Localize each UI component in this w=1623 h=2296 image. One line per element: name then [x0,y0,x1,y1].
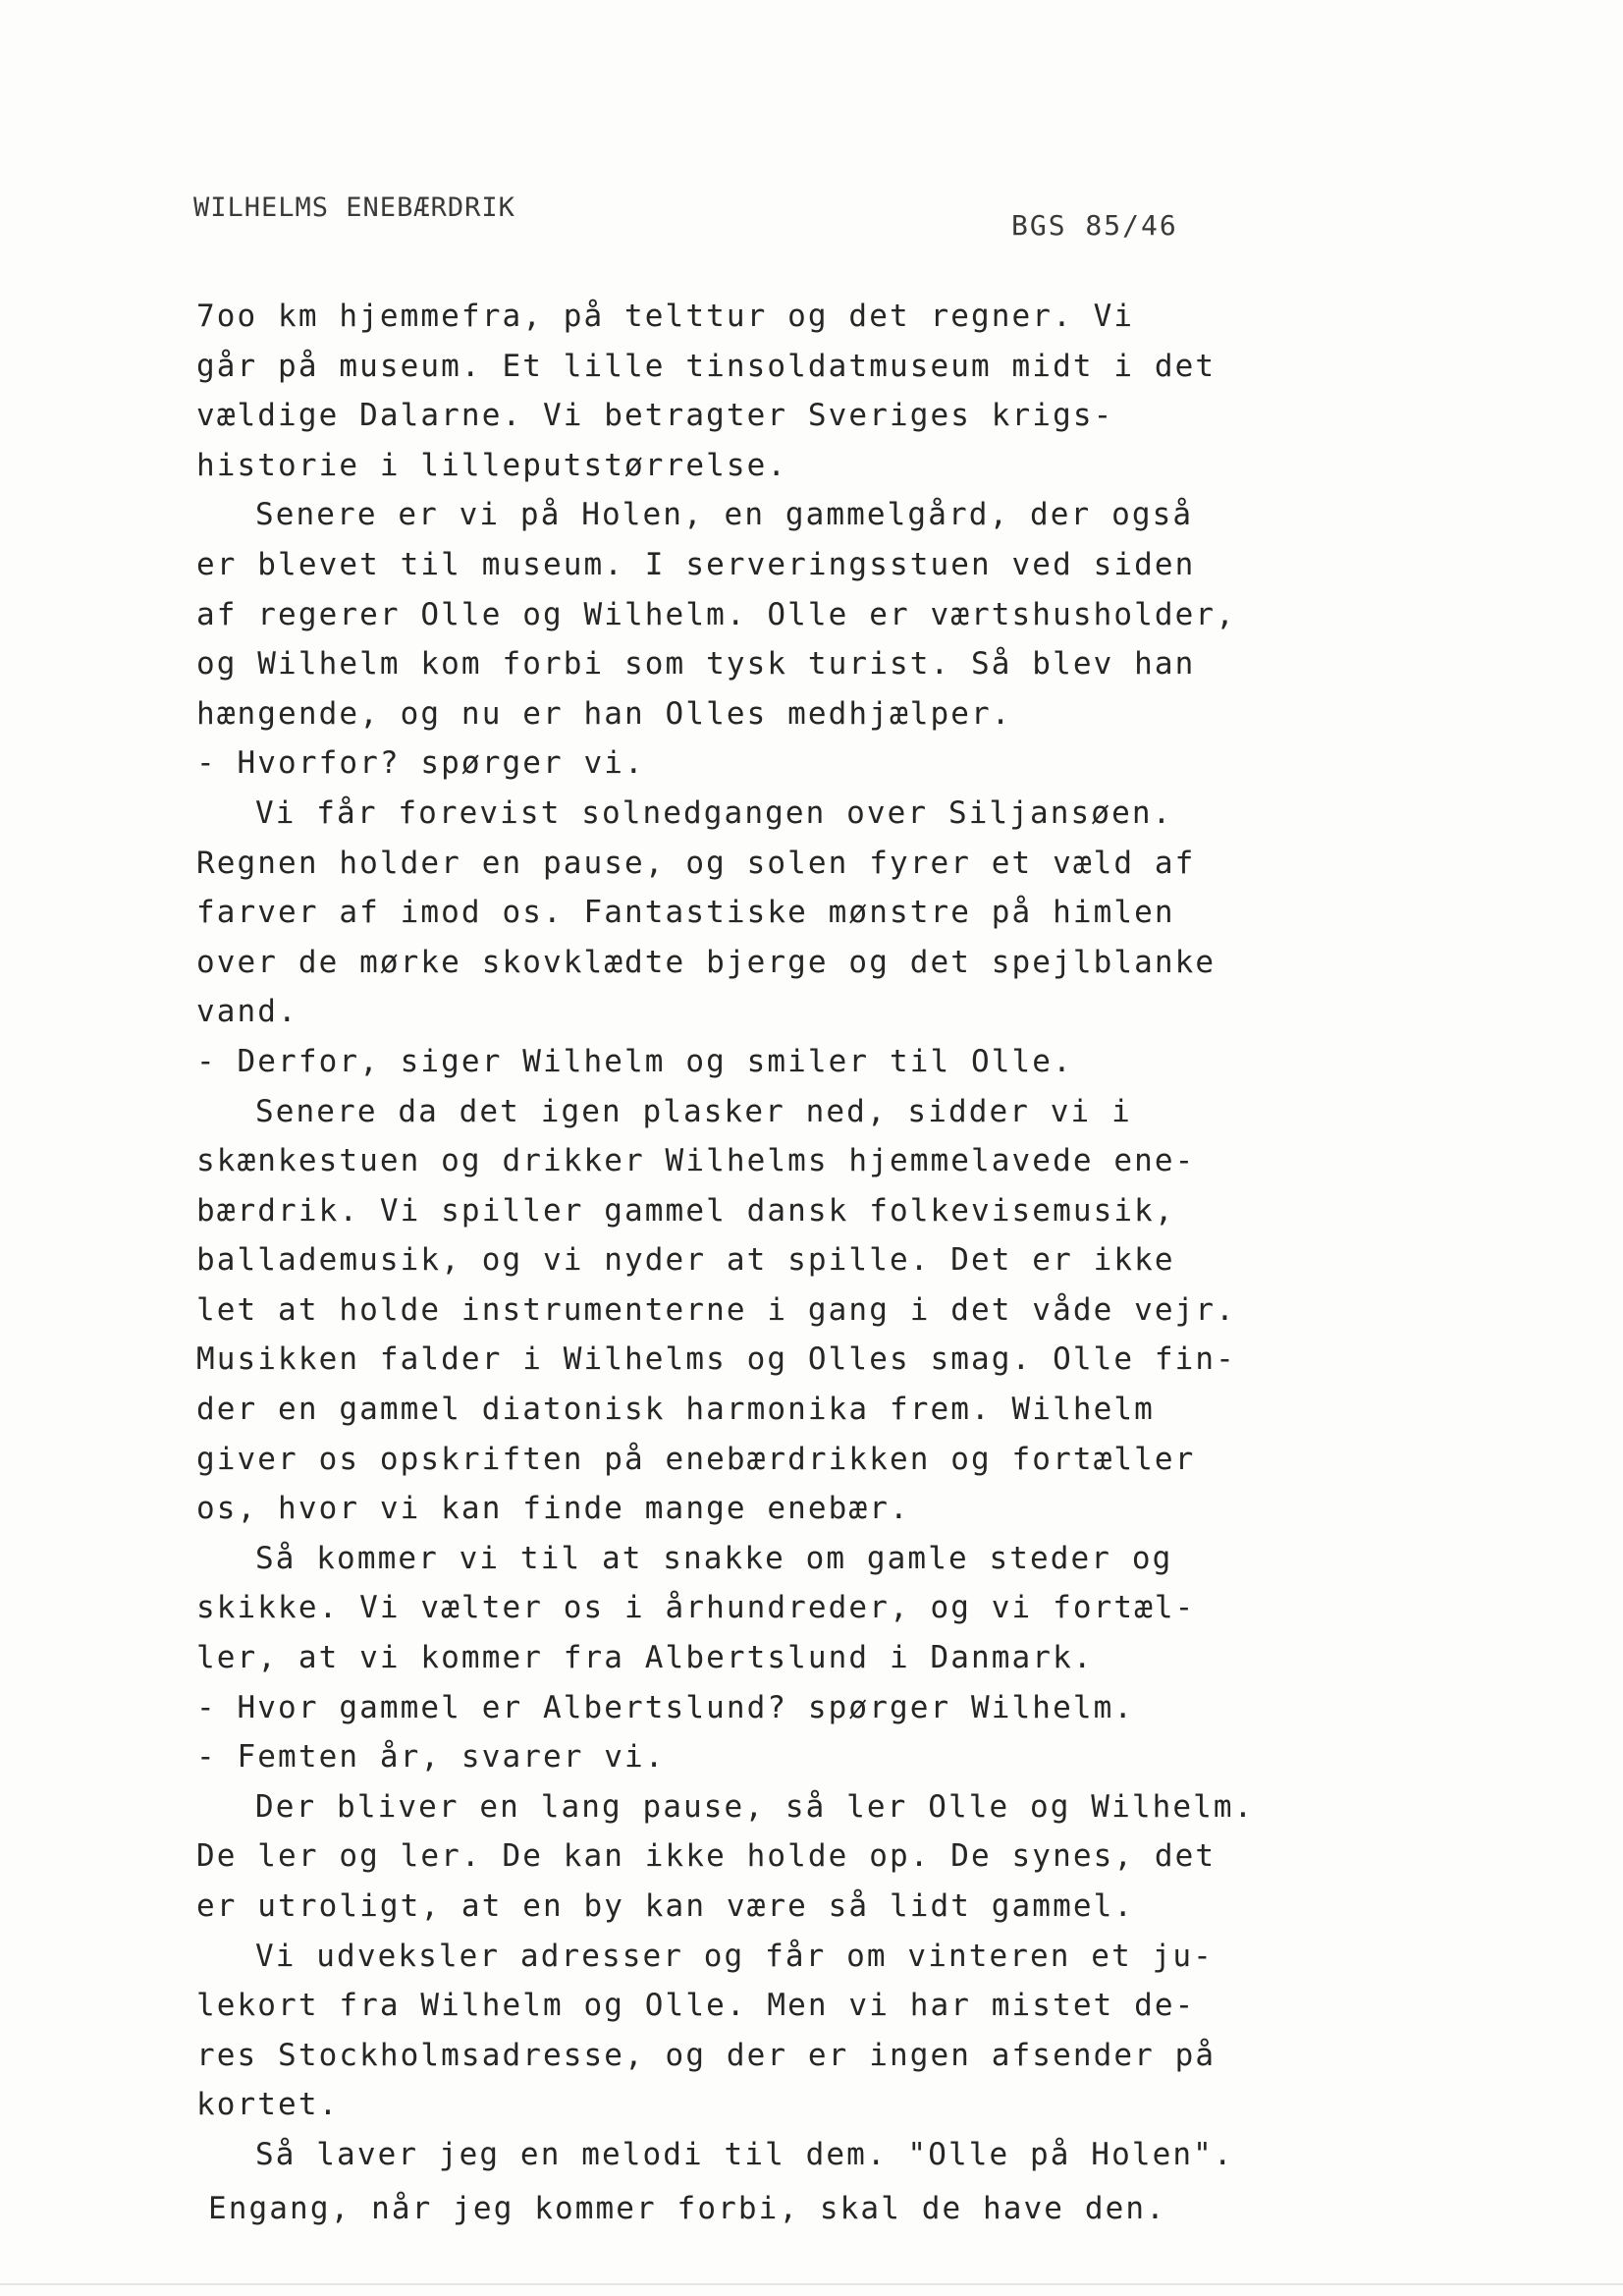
text-line: 7oo km hjemmefra, på telttur og det regner. Vi [196,299,1135,334]
text-line: let at holde instrumenterne i gang i det våde vejr. [196,1291,1236,1328]
text-line: farver af imod os. Fantastiske mønstre på himlen [196,895,1175,931]
text-line: Engang, når jeg kommer forbi, skal de have den. [208,2190,1166,2226]
text-line: Vi får forevist solnedgangen over Siljansøen. [255,794,1173,831]
text-line: res Stockholmsadresse, og der er ingen afsender på [196,2037,1217,2073]
text-line: - Hvorfor? spørger vi. [196,745,645,782]
text-line: vældige Dalarne. Vi betragter Sveriges krigs- [196,398,1114,434]
text-line: ler, at vi kommer fra Albertslund i Danmark. [196,1640,1094,1676]
text-line: Så kommer vi til at snakke om gamle steder og [255,1540,1173,1576]
text-line: - Hvor gammel er Albertslund? spørger Wilhelm. [196,1689,1135,1725]
text-line: historie i lilleputstørrelse. [196,447,788,483]
text-line: er utroligt, at en by kan være så lidt gammel. [196,1888,1135,1924]
text-line: giver os opskriften på enebærdrikken og fortæller [196,1441,1196,1477]
text-line: over de mørke skovklædte bjerge og det spejlblanke [196,944,1217,980]
text-line: skikke. Vi vælter os i århundreder, og vi fortæl- [196,1590,1196,1626]
text-line: kortet. [196,2087,340,2123]
text-line: Så laver jeg en melodi til dem. "Olle på Holen". [255,2136,1234,2172]
text-line: skænkestuen og drikker Wilhelms hjemmelavede ene- [196,1143,1196,1179]
text-line: Vi udveksler adresser og får om vinteren et ju- [255,1938,1214,1974]
text-line: og Wilhelm kom forbi som tysk turist. Så blev han [196,646,1196,683]
text-line: Senere er vi på Holen, en gammelgård, der også [255,497,1194,533]
text-line: - Femten år, svarer vi. [196,1739,666,1776]
text-line: os, hvor vi kan finde mange enebær. [196,1491,910,1527]
body-text [196,292,1492,2233]
text-line: går på museum. Et lille tinsoldatmuseum midt i det [196,348,1217,384]
text-line: Musikken falder i Wilhelms og Olles smag. Olle fin- [196,1341,1236,1378]
text-line: ballademusik, og vi nyder at spille. Det er ikke [196,1242,1175,1279]
text-line: De ler og ler. De kan ikke holde op. De synes, det [196,1838,1217,1875]
document-reference: BGS 85/46 [1011,209,1178,242]
text-line: bærdrik. Vi spiller gammel dansk folkevisemusik, [196,1192,1175,1229]
text-line: Regnen holder en pause, og solen fyrer et væld af [196,845,1196,881]
text-line: lekort fra Wilhelm og Olle. Men vi har mistet de- [196,1988,1196,2024]
text-line: - Derfor, siger Wilhelm og smiler til Olle. [196,1043,1073,1079]
text-line: Der bliver en lang pause, så ler Olle og Wilhelm. [255,1788,1255,1825]
text-line: af regerer Olle og Wilhelm. Olle er værtshusholder, [196,596,1236,632]
text-line: der en gammel diatonisk harmonika frem. Wilhelm [196,1392,1155,1428]
text-line: vand. [196,994,298,1030]
page-edge-divider [0,2283,1623,2285]
text-line: er blevet til museum. I serveringsstuen ved siden [196,546,1196,582]
document-title: WILHELMS ENEBÆRDRIK [193,192,515,223]
text-line: hængende, og nu er han Olles medhjælper. [196,695,1012,732]
text-line: Senere da det igen plasker ned, sidder vi i [255,1093,1132,1129]
